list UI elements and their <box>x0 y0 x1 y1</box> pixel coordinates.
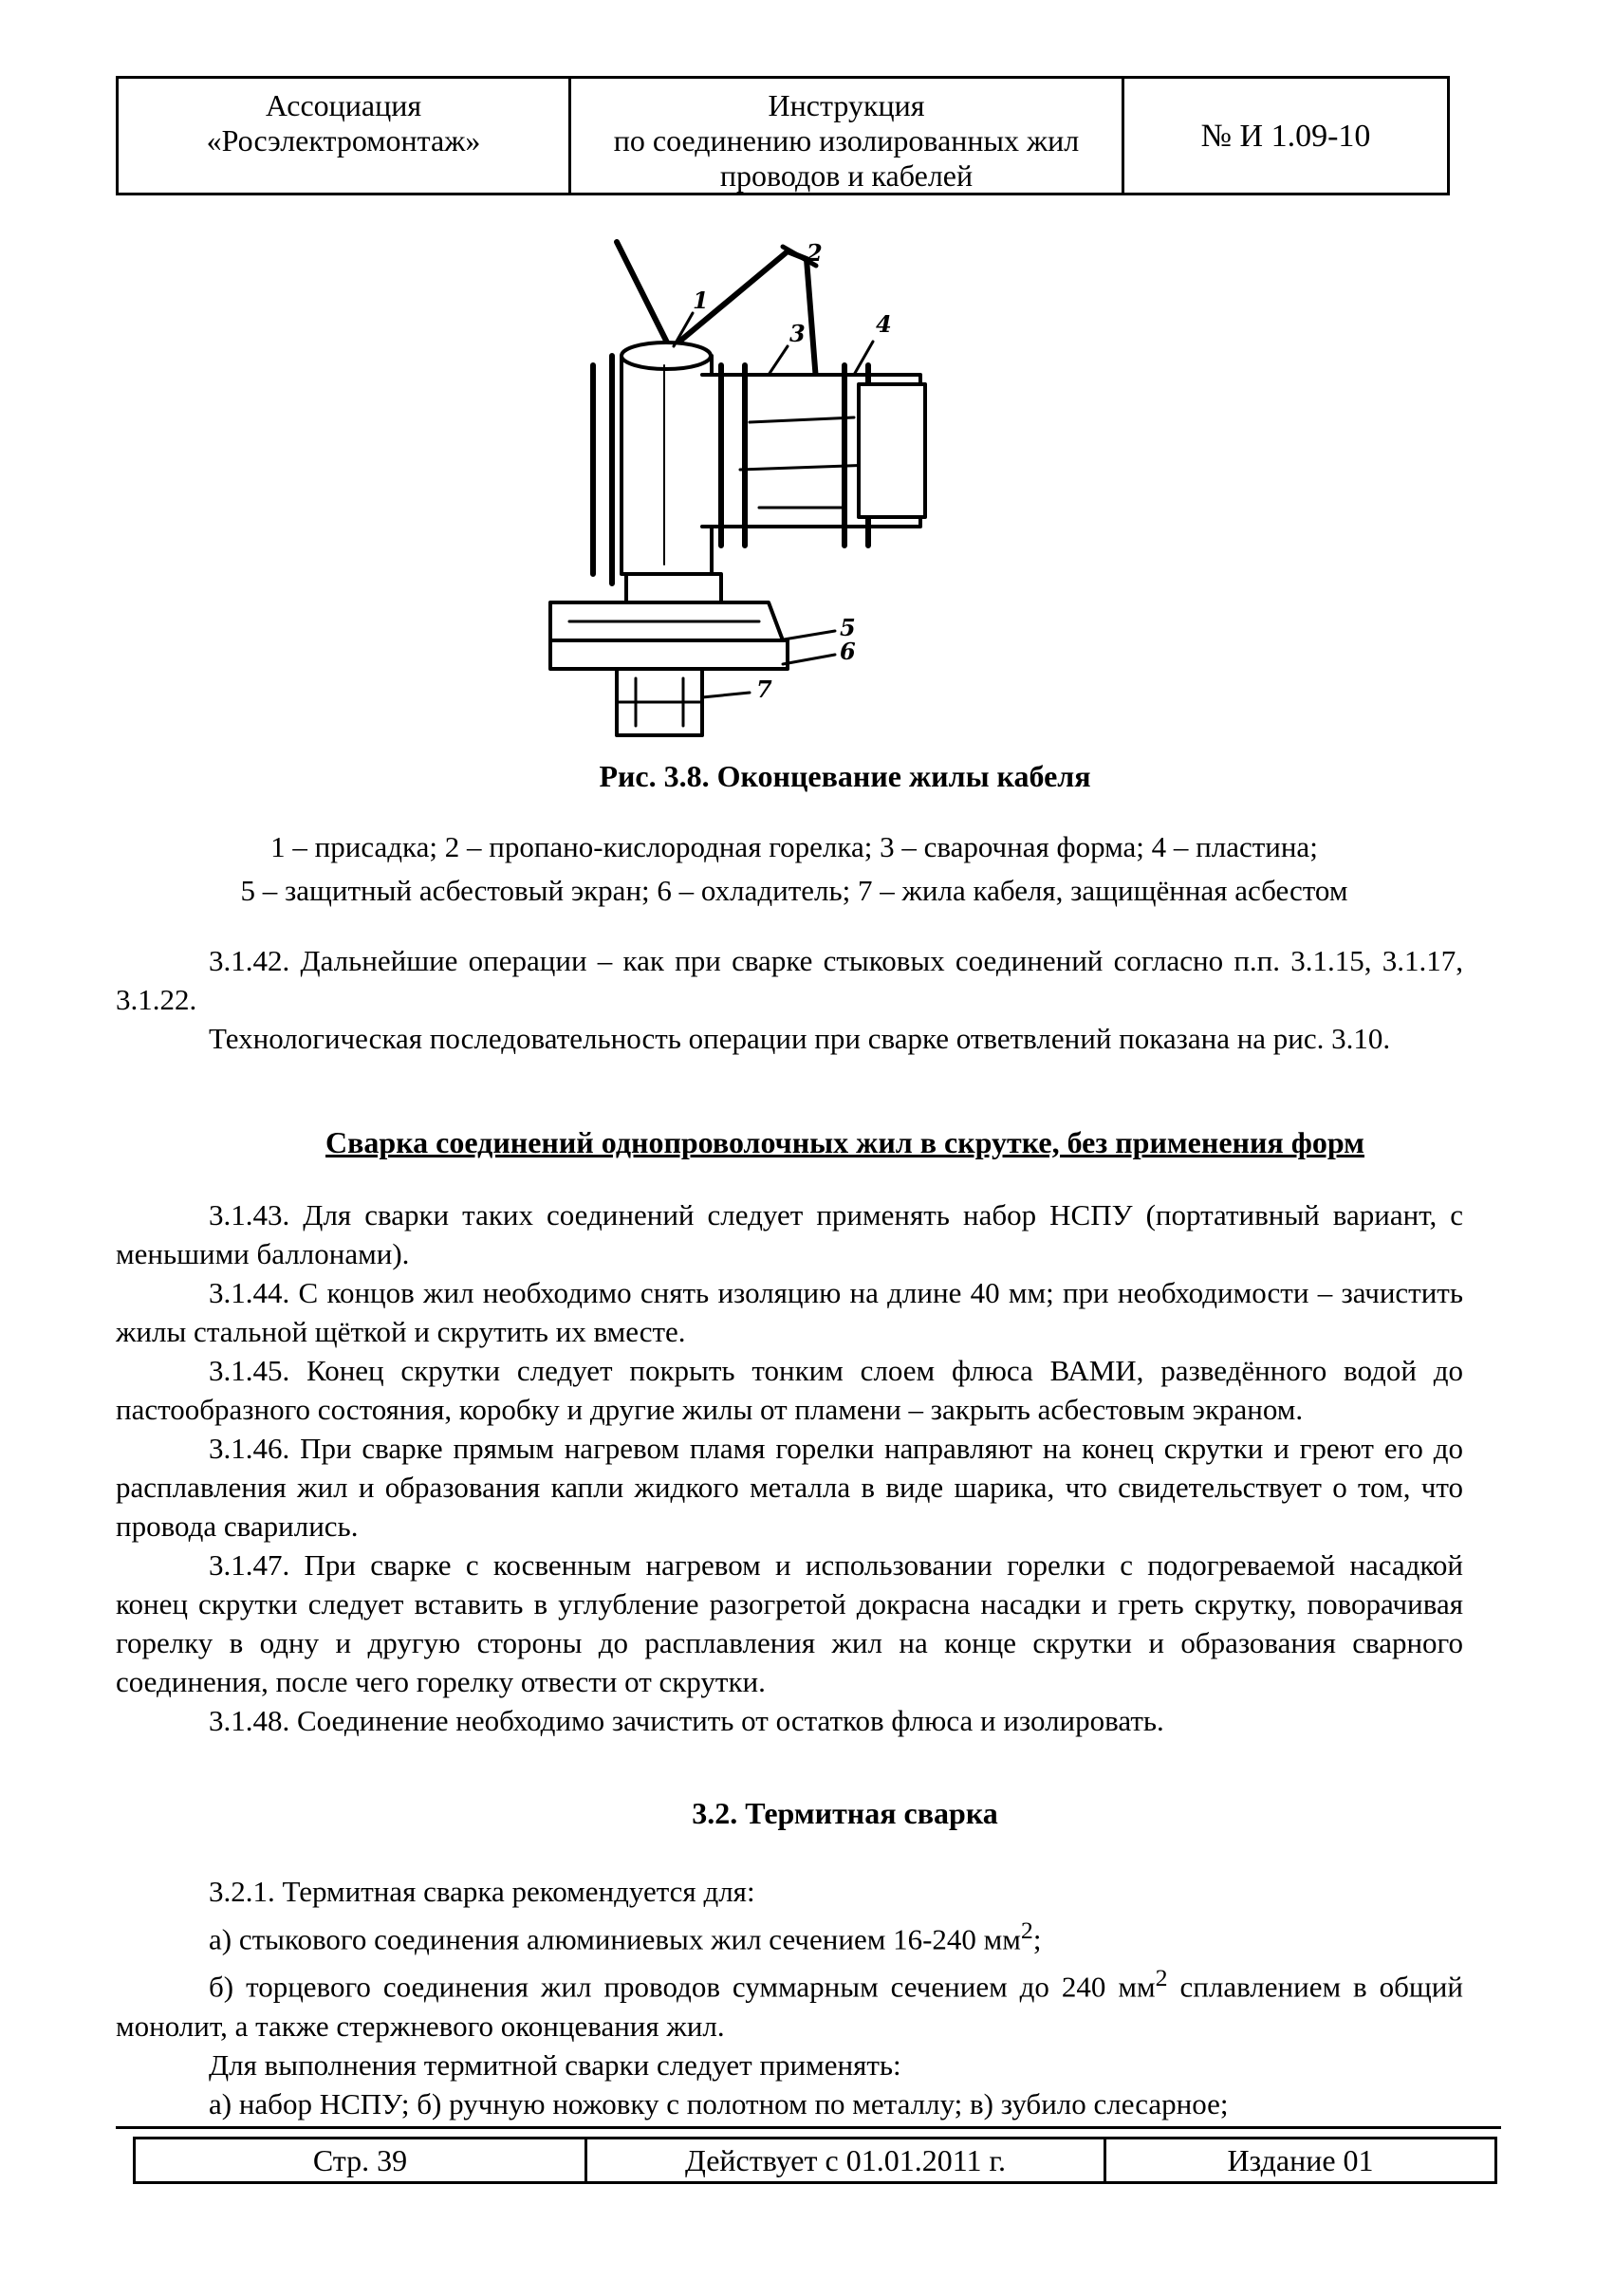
body-block-2 <box>116 1195 1463 1740</box>
section-heading-thermite: 3.2. Термитная сварка <box>692 1796 998 1830</box>
footer-table <box>133 2137 1497 2184</box>
header-document-number <box>1124 79 1447 193</box>
paragraph-item-b <box>116 1958 1463 2045</box>
cable-welding-drawing <box>531 223 930 754</box>
figure-legend <box>116 825 1473 913</box>
subheading-twisted-welding: Сварка соединений однопроволочных жил в скрутке, без применения форм <box>325 1125 1364 1159</box>
figure-caption: Рис. 3.8. Оконцевание жилы кабеля <box>599 759 1091 793</box>
header-table <box>116 76 1450 195</box>
org-line2: «Росэлектромонтаж» <box>206 123 481 157</box>
legend-line2: 5 – защитный асбестовый экран; 6 – охладитель; 7 – жила кабеля, защищённая асбестом <box>240 874 1348 907</box>
item-a-sup: 2 <box>1020 1916 1033 1944</box>
paragraph-tools-intro: Для выполнения термитной сварки следует применять: <box>209 2047 901 2082</box>
item-b-sup: 2 <box>1155 1964 1168 1992</box>
item-b-text: б) торцевого соединения жил проводов суммарным сечением до 240 мм <box>209 1970 1156 2004</box>
footer-edition: Издание 01 <box>1227 2142 1374 2177</box>
paragraph-3-1-48: 3.1.48. Соединение необходимо зачистить от остатков флюса и изолировать. <box>209 1704 1164 1737</box>
header-organization <box>119 79 571 193</box>
doc-line3: проводов и кабелей <box>719 158 974 193</box>
paragraph-3-1-47: 3.1.47. При сварке с косвенным нагревом и использовании горелки с подогреваемой насадкой конец скрутки следует вставить в углубление разогретой докрасна насадки и греть скрутку, поворачивая горелку в одну и другую стороны до расплавления жил на конце скрутки и образования сварного соединения, после чего горелку отвести от скрутки. <box>116 1548 1463 1698</box>
footer-page: Стр. 39 <box>136 2139 587 2181</box>
body-block-1 <box>116 941 1463 1058</box>
figure-label-2: 2 <box>807 239 823 267</box>
figure-label-4: 4 <box>876 310 892 338</box>
figure-label-6: 6 <box>840 638 856 665</box>
doc-line2: по соединению изолированных жил <box>613 123 1080 157</box>
figure-label-5: 5 <box>840 614 856 641</box>
paragraph-3-2-1: 3.2.1. Термитная сварка рекомендуется для: <box>209 1875 755 1908</box>
figure-cable-termination <box>531 223 930 754</box>
item-a-end: ; <box>1032 1922 1042 1956</box>
paragraph-3-1-44: 3.1.44. С концов жил необходимо снять изоляцию на длине 40 мм; при необходимости – зачистить жилы стальной щёткой и скрутить их вместе. <box>116 1276 1463 1348</box>
footer-valid-date: Действует с 01.01.2011 г. <box>587 2139 1106 2181</box>
filler-rod <box>617 242 674 356</box>
paragraph-tools-list: а) набор НСПУ; б) ручную ножовку с полотном по металлу; в) зубило слесарное; <box>209 2086 1229 2120</box>
header-document-title <box>571 79 1124 193</box>
doc-line1: Инструкция <box>768 88 925 122</box>
paragraph-3-1-42: 3.1.42. Дальнейшие операции – как при сварке стыковых соединений согласно п.п. 3.1.15, 3.1.17, 3.1.22. <box>116 944 1463 1016</box>
footer-rule <box>116 2126 1501 2129</box>
body-block-3 <box>116 1872 1463 2123</box>
paragraph-item-a <box>116 1911 1463 1958</box>
doc-number: № И 1.09-10 <box>1200 118 1371 154</box>
paragraph-3-1-45: 3.1.45. Конец скрутки следует покрыть тонким слоем флюса ВАМИ, разведённого водой до пастообразного состояния, коробку и другие жилы от пламени – закрыть асбестовым экраном. <box>116 1354 1463 1426</box>
paragraph-3-1-46: 3.1.46. При сварке прямым нагревом пламя горелки направляют на конец скрутки и греют его до расплавления жил и образования капли жидкого металла в виде шарика, что свидетельствует о том, что провода сварились. <box>116 1432 1463 1543</box>
item-a-text: а) стыкового соединения алюминиевых жил сечением 16-240 мм <box>209 1922 1021 1956</box>
item-b-end: сплавлением в общий монолит, а также стержневого оконцевания жил. <box>116 1970 1463 2043</box>
figure-label-7: 7 <box>756 676 772 703</box>
figure-label-3: 3 <box>789 320 806 347</box>
legend-line1: 1 – присадка; 2 – пропано-кислородная горелка; 3 – сварочная форма; 4 – пластина; <box>270 830 1318 863</box>
paragraph-technology: Технологическая последовательность операции при сварке ответвлений показана на рис. 3.10. <box>209 1022 1391 1055</box>
org-line1: Ассоциация <box>265 88 422 122</box>
paragraph-3-1-43: 3.1.43. Для сварки таких соединений следует применять набор НСПУ (портативный вариант, с меньшими баллонами). <box>116 1198 1463 1270</box>
figure-label-1: 1 <box>693 287 709 314</box>
